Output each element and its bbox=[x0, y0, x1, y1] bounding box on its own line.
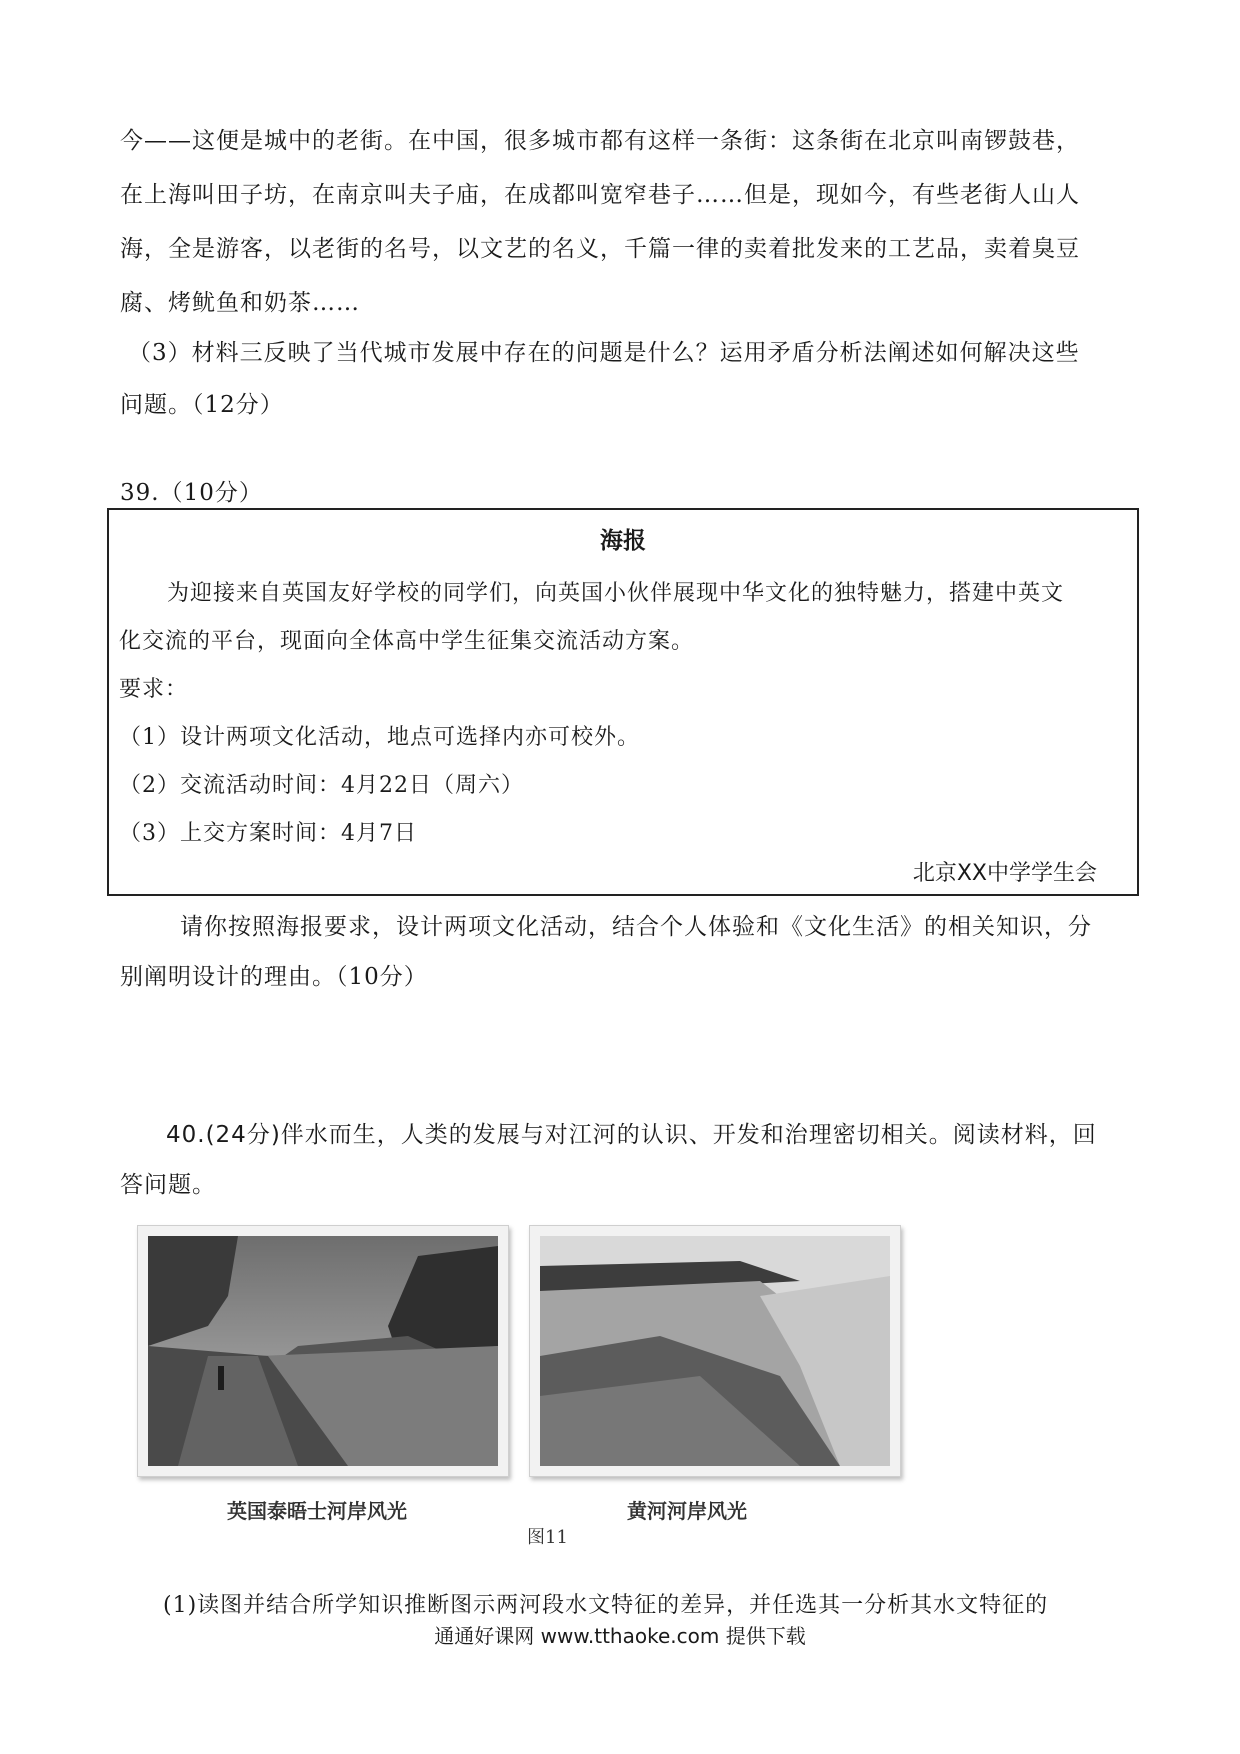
thames-caption: 英国泰晤士河岸风光 bbox=[227, 1499, 407, 1523]
poster-box bbox=[107, 508, 1139, 896]
poster-requirement-3: （3）上交方案时间：4月7日 bbox=[119, 821, 417, 846]
thames-riverbank-image bbox=[148, 1236, 498, 1466]
question-40-intro-line-2: 答问题。 bbox=[120, 1172, 216, 1198]
material3-line-4: 腐、烤鱿鱼和奶茶…… bbox=[120, 290, 360, 316]
poster-intro-line-2: 化交流的平台，现面向全体高中学生征集交流活动方案。 bbox=[119, 629, 695, 654]
poster-requirements-label: 要求： bbox=[119, 677, 189, 702]
material3-line-3: 海，全是游客，以老街的名号，以文艺的名义，千篇一律的卖着批发来的工艺品，卖着臭豆 bbox=[120, 236, 1080, 262]
yellow-river-caption: 黄河河岸风光 bbox=[627, 1499, 747, 1523]
yellow-river-photo-frame bbox=[529, 1225, 901, 1477]
question-39-task-line-2: 别阐明设计的理由。（10分） bbox=[120, 964, 428, 990]
question-39-task-line-1: 请你按照海报要求，设计两项文化活动，结合个人体验和《文化生活》的相关知识，分 bbox=[180, 914, 1092, 940]
material3-line-1: 今——这便是城中的老街。在中国，很多城市都有这样一条街：这条街在北京叫南锣鼓巷， bbox=[120, 128, 1080, 154]
download-footer: 通通好课网 www.tthaoke.com 提供下载 bbox=[434, 1624, 806, 1648]
question-40-1-line: (1)读图并结合所学知识推断图示两河段水文特征的差异，并任选其一分析其水文特征的 bbox=[163, 1593, 1049, 1618]
poster-title: 海报 bbox=[600, 527, 646, 554]
question-38-3-line-2: 问题。（12分） bbox=[120, 392, 284, 418]
poster-requirement-1: （1）设计两项文化活动，地点可选择内亦可校外。 bbox=[119, 725, 640, 750]
poster-signature: 北京XX中学学生会 bbox=[912, 861, 1097, 886]
thames-riverbank-photo bbox=[148, 1236, 498, 1466]
yellow-river-bank-photo bbox=[540, 1236, 890, 1466]
poster-requirement-2: （2）交流活动时间：4月22日（周六） bbox=[119, 773, 524, 798]
question-40-intro-line-1: 40.(24分)伴水而生，人类的发展与对江河的认识、开发和治理密切相关。阅读材料，回 bbox=[166, 1122, 1097, 1148]
material3-line-2: 在上海叫田子坊，在南京叫夫子庙，在成都叫宽窄巷子……但是，现如今，有些老街人山人 bbox=[120, 182, 1080, 208]
question-39-heading: 39.（10分） bbox=[120, 480, 263, 506]
figure-11 bbox=[127, 1215, 947, 1548]
figure-number: 图11 bbox=[527, 1527, 568, 1548]
thames-photo-frame bbox=[137, 1225, 509, 1477]
yellow-river-bank-image bbox=[540, 1236, 890, 1466]
poster-intro-line-1: 为迎接来自英国友好学校的同学们，向英国小伙伴展现中华文化的独特魅力，搭建中英文 bbox=[167, 581, 1065, 606]
question-38-3-line-1: （3）材料三反映了当代城市发展中存在的问题是什么？运用矛盾分析法阐述如何解决这些 bbox=[128, 340, 1080, 366]
